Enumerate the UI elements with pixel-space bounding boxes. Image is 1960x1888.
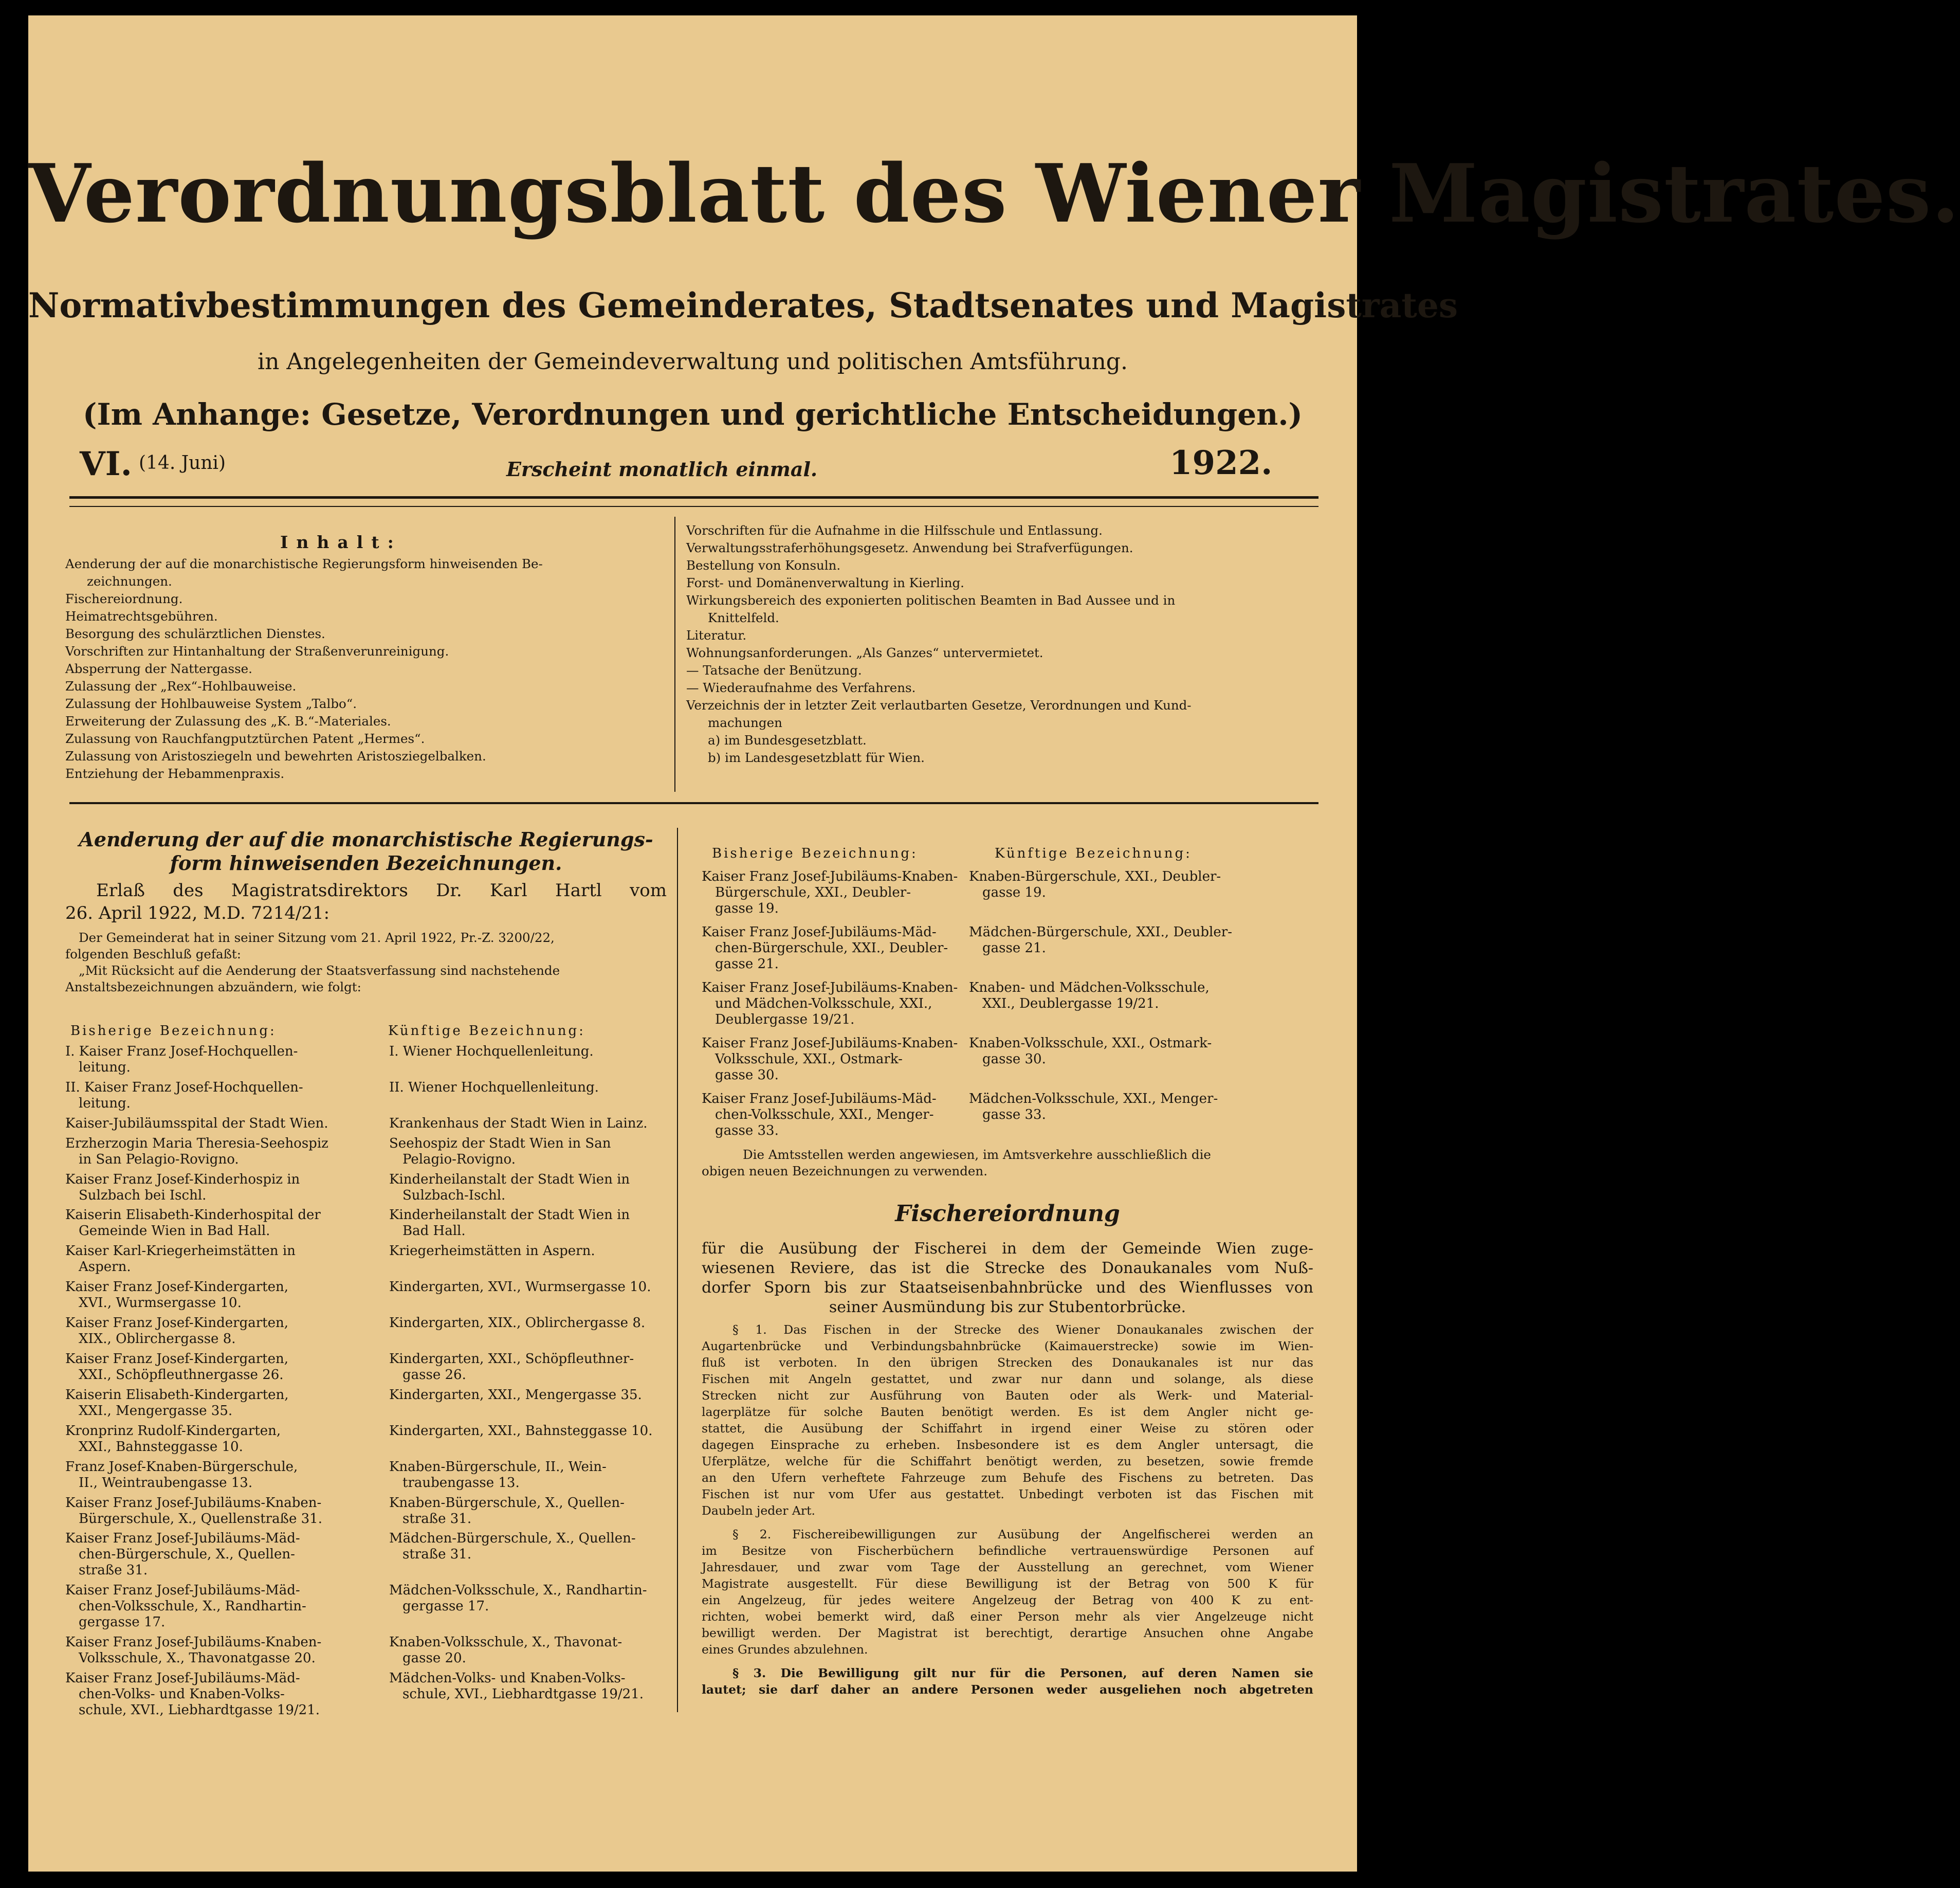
cell-line: Knaben- und Mädchen-Volksschule, <box>969 980 1210 995</box>
toc-entry: Verzeichnis der in letzter Zeit verlautbarten Gesetze, Verordnungen und Kund- <box>686 698 1192 713</box>
cell-line: traubengasse 13. <box>402 1475 520 1491</box>
article1-decree-line: 26. April 1922, M.D. 7214/21: <box>65 903 330 923</box>
toc-entry: machungen <box>708 715 782 730</box>
old-name-cell <box>65 1635 374 1666</box>
new-name-cell <box>389 1315 672 1331</box>
new-name-cell <box>389 1207 672 1239</box>
col-head-new: Künftige Bezeichnung: <box>388 1023 585 1039</box>
cell-line: Gemeinde Wien in Bad Hall. <box>79 1223 270 1239</box>
cell-line: Kaiser Franz Josef-Jubiläums-Mäd- <box>65 1671 300 1686</box>
new-name-cell <box>389 1583 672 1614</box>
cell-line: chen-Volks- und Knaben-Volks- <box>79 1686 285 1702</box>
article1-intro-line: Der Gemeinderat hat in seiner Sitzung vom 21. April 1922, Pr.-Z. 3200/22, <box>79 930 555 945</box>
new-name-cell <box>969 869 1257 901</box>
new-name-cell <box>969 1036 1257 1067</box>
article2-intro <box>702 1239 1313 1317</box>
cell-line: I. Wiener Hochquellenleitung. <box>389 1044 594 1059</box>
toc-divider <box>674 517 675 792</box>
cell-line: Kaiser-Jubiläumsspital der Stadt Wien. <box>65 1115 328 1131</box>
cell-line: XXI., Schöpfleuthnergasse 26. <box>79 1367 284 1383</box>
new-name-cell <box>389 1459 672 1491</box>
text-line: richten, wobei bemerkt wird, daß einer Person mehr als vier Angelzeuge nicht <box>702 1609 1313 1624</box>
cell-line: Knaben-Volksschule, X., Thavonat- <box>389 1635 622 1650</box>
text-line: lautet; sie darf daher an andere Personen weder ausgeliehen noch abgetreten <box>702 1682 1313 1697</box>
article1-intro-line: folgenden Beschluß gefaßt: <box>65 947 242 961</box>
cell-line: Kaiserin Elisabeth-Kindergarten, <box>65 1387 289 1403</box>
toc-entry: Vorschriften zur Hintanhaltung der Straßenverunreinigung. <box>65 644 449 659</box>
cell-line: Volksschule, X., Thavonatgasse 20. <box>79 1650 316 1666</box>
cell-line: Kaiser Franz Josef-Kinderhospiz in <box>65 1171 300 1187</box>
cell-line: leitung. <box>79 1060 131 1075</box>
old-name-cell <box>65 1172 374 1204</box>
new-name-cell <box>389 1080 672 1096</box>
text-line: Fischen mit Angeln gestattet, und zwar nur dann und solange, als diese <box>702 1372 1313 1386</box>
toc-entry: Entziehung der Hebammenpraxis. <box>65 766 285 781</box>
text-line: im Besitze von Fischerbüchern befindliche vertrauenswürdige Personen auf <box>702 1544 1313 1558</box>
old-name-cell <box>702 1091 959 1139</box>
cell-line: gasse 21. <box>715 956 779 972</box>
cell-line: Kaiser Franz Josef-Jubiläums-Knaben- <box>702 869 958 884</box>
text-line: Augartenbrücke und Verbindungsbahnbrücke (Kaimauerstrecke) sowie im Wien- <box>702 1339 1313 1353</box>
cell-line: Erzherzogin Maria Theresia-Seehospiz <box>65 1135 328 1151</box>
cell-line: Mädchen-Bürgerschule, X., Quellen- <box>389 1531 636 1547</box>
toc-entry: Zulassung von Aristosziegeln und bewehrten Aristosziegelbalken. <box>65 749 486 764</box>
old-name-cell <box>65 1671 374 1718</box>
cell-line: Kronprinz Rudolf-Kindergarten, <box>65 1423 281 1439</box>
text-line: an den Ufern verheftete Fahrzeuge zum Behufe des Fischens zu betreten. Das <box>702 1471 1313 1485</box>
toc-entry: Wohnungsanforderungen. „Als Ganzes“ untervermietet. <box>686 645 1043 660</box>
issue-year: 1922. <box>1169 444 1273 482</box>
newspaper-page <box>28 15 1960 1872</box>
toc-entry: — Tatsache der Benützung. <box>686 663 862 678</box>
cell-line: Kindergarten, XXI., Mengergasse 35. <box>389 1387 642 1403</box>
cell-line: und Mädchen-Volksschule, XXI., <box>715 996 932 1011</box>
text-line: eines Grundes abzulehnen. <box>702 1642 868 1657</box>
cell-line: Kaiser Franz Josef-Jubiläums-Mäd- <box>702 1091 937 1106</box>
cell-line: Knaben-Bürgerschule, II., Wein- <box>389 1459 607 1475</box>
issue-volume: VI. <box>80 445 132 483</box>
toc-entry: Knittelfeld. <box>708 610 779 625</box>
old-name-cell <box>702 1036 959 1083</box>
rename-table-right <box>702 869 1313 1147</box>
article1-closing <box>702 1147 1313 1179</box>
old-name-cell <box>65 1351 374 1383</box>
cell-line: Knaben-Bürgerschule, X., Quellen- <box>389 1495 625 1511</box>
cell-line: Kaiser Franz Josef-Jubiläums-Knaben- <box>702 1036 958 1051</box>
cell-line: XIX., Oblirchergasse 8. <box>79 1331 236 1347</box>
issue-date: (14. Juni) <box>139 452 226 474</box>
article2-paragraph-3 <box>702 1665 1313 1698</box>
cell-line: Kaiserin Elisabeth-Kinderhospital der <box>65 1207 321 1223</box>
new-name-cell <box>389 1671 672 1702</box>
cell-line: gergasse 17. <box>79 1614 166 1630</box>
article2-paragraph-1 <box>702 1321 1313 1519</box>
cell-line: Kindergarten, XXI., Schöpfleuthner- <box>389 1351 634 1367</box>
cell-line: Kaiser Franz Josef-Kindergarten, <box>65 1279 288 1295</box>
old-name-cell <box>65 1243 374 1275</box>
toc-left-column <box>65 555 667 783</box>
cell-line: Kaiser Franz Josef-Jubiläums-Knaben- <box>65 1635 322 1650</box>
old-name-cell <box>65 1044 374 1076</box>
toc-right-column <box>686 522 1324 767</box>
masthead-appendix: (Im Anhange: Gesetze, Verordnungen und gerichtliche Entscheidungen.) <box>83 397 1303 432</box>
cell-line: Kaiser Franz Josef-Kindergarten, <box>65 1351 288 1367</box>
new-name-cell <box>969 924 1257 956</box>
old-name-cell <box>65 1136 374 1168</box>
cell-line: Mädchen-Volksschule, XXI., Menger- <box>969 1091 1218 1106</box>
toc-entry: Absperrung der Nattergasse. <box>65 661 252 676</box>
cell-line: Kindergarten, XIX., Oblirchergasse 8. <box>389 1315 646 1331</box>
cell-line: Bürgerschule, X., Quellenstraße 31. <box>79 1511 322 1527</box>
new-name-cell <box>969 1091 1257 1123</box>
text-line: Fischen ist nur vom Ufer aus gestattet. Unbedingt verboten ist das Fischen mit <box>702 1487 1313 1501</box>
old-name-cell <box>702 869 959 917</box>
toc-entry: Zulassung der „Rex“-Hohlbauweise. <box>65 679 297 694</box>
new-name-cell <box>389 1172 672 1204</box>
cell-line: Kinderheilanstalt der Stadt Wien in <box>389 1207 630 1223</box>
old-name-cell <box>65 1315 374 1347</box>
cell-line: straße 31. <box>402 1547 472 1563</box>
old-name-cell <box>65 1423 374 1455</box>
toc-entry: Besorgung des schulärztlichen Dienstes. <box>65 626 325 641</box>
article1-title-line: form hinweisenden Bezeichnungen. <box>170 851 562 875</box>
cell-line: schule, XVI., Liebhardtgasse 19/21. <box>79 1702 320 1718</box>
toc-entry: Heimatrechtsgebühren. <box>65 609 218 624</box>
toc-entry: Literatur. <box>686 628 747 643</box>
cell-line: Mädchen-Volks- und Knaben-Volks- <box>389 1671 626 1686</box>
cell-line: Seehospiz der Stadt Wien in San <box>389 1135 611 1151</box>
article1-intro-line: „Mit Rücksicht auf die Aenderung der Staatsverfassung sind nachstehende <box>79 963 560 978</box>
article2-paragraph-2 <box>702 1526 1313 1658</box>
cell-line: straße 31. <box>79 1563 148 1578</box>
new-name-cell <box>389 1387 672 1403</box>
cell-line: gergasse 17. <box>402 1599 489 1614</box>
new-name-cell <box>969 980 1257 1012</box>
old-name-cell <box>65 1459 374 1491</box>
cell-line: chen-Volksschule, XXI., Menger- <box>715 1107 934 1122</box>
cell-line: gasse 19. <box>982 885 1046 900</box>
toc-entry: Fischereiordnung. <box>65 591 183 606</box>
cell-line: Pelagio-Rovigno. <box>402 1151 516 1167</box>
cell-line: Mädchen-Volksschule, X., Randhartin- <box>389 1583 647 1599</box>
cell-line: Bad Hall. <box>402 1223 466 1239</box>
cell-line: Kindergarten, XXI., Bahnsteggasse 10. <box>389 1423 653 1439</box>
text-line: ein Angelzeug, für jedes weitere Angelzeug der Betrag von 400 K zu ent- <box>702 1593 1313 1607</box>
new-name-cell <box>389 1531 672 1563</box>
cell-line: gasse 33. <box>715 1123 779 1138</box>
text-line: fluß ist verboten. In den übrigen Strecken des Donaukanales ist nur das <box>702 1355 1313 1370</box>
article2-title: Fischereiordnung <box>895 1201 1120 1227</box>
toc-entry: — Wiederaufnahme des Verfahrens. <box>686 680 916 695</box>
text-line: § 3. Die Bewilligung gilt nur für die Personen, auf deren Namen sie <box>732 1666 1313 1680</box>
cell-line: leitung. <box>79 1095 131 1111</box>
toc-entry: Zulassung der Hohlbauweise System „Talbo“. <box>65 696 357 711</box>
text-line: stattet, die Ausübung der Schiffahrt in irgend einer Weise zu stören oder <box>702 1421 1313 1436</box>
cell-line: Knaben-Volksschule, XXI., Ostmark- <box>969 1036 1212 1051</box>
cell-line: gasse 19. <box>715 901 779 916</box>
text-line: dagegen Einsprache zu erheben. Insbesondere ist es dem Angler untersagt, die <box>702 1438 1313 1452</box>
toc-entry: b) im Landesgesetzblatt für Wien. <box>708 750 925 765</box>
masthead-rule <box>69 496 1318 507</box>
cell-line: Kinderheilanstalt der Stadt Wien in <box>389 1171 630 1187</box>
text-line: lagerplätze für solche Bauten benötigt werden. Es ist dem Angler nicht ge- <box>702 1405 1313 1419</box>
cell-line: II. Kaiser Franz Josef-Hochquellen- <box>65 1079 303 1095</box>
new-name-cell <box>389 1495 672 1527</box>
cell-line: Knaben-Bürgerschule, XXI., Deubler- <box>969 869 1221 884</box>
text-line: Jahresdauer, und zwar vom Tage der Ausstellung an gerechnet, vom Wiener <box>702 1560 1313 1574</box>
cell-line: gasse 33. <box>982 1107 1046 1122</box>
article2-intro-line: wiesenen Reviere, das ist die Strecke des Donaukanales vom Nuß- <box>702 1259 1313 1277</box>
cell-line: XVI., Wurmsergasse 10. <box>79 1295 242 1311</box>
cell-line: Deublergasse 19/21. <box>715 1012 855 1027</box>
cell-line: schule, XVI., Liebhardtgasse 19/21. <box>402 1686 644 1702</box>
new-name-cell <box>389 1635 672 1666</box>
cell-line: Kaiser Karl-Kriegerheimstätten in <box>65 1243 296 1259</box>
toc-entry: Vorschriften für die Aufnahme in die Hilfsschule und Entlassung. <box>686 523 1103 538</box>
cell-line: II., Weintraubengasse 13. <box>79 1475 253 1491</box>
article2-intro-line: seiner Ausmündung bis zur Stubentorbrücke. <box>829 1298 1186 1316</box>
cell-line: gasse 30. <box>982 1051 1046 1067</box>
new-name-cell <box>389 1279 672 1295</box>
cell-line: gasse 26. <box>402 1367 466 1383</box>
cell-line: Bürgerschule, XXI., Deubler- <box>715 885 911 900</box>
text-line: Magistrate ausgestellt. Für diese Bewilligung ist der Betrag von 500 K für <box>702 1576 1313 1591</box>
old-name-cell <box>65 1207 374 1239</box>
old-name-cell <box>65 1583 374 1630</box>
cell-line: straße 31. <box>402 1511 472 1527</box>
new-name-cell <box>389 1243 672 1259</box>
cell-line: chen-Volksschule, X., Randhartin- <box>79 1599 306 1614</box>
toc-entry: Forst- und Domänenverwaltung in Kierling. <box>686 575 964 590</box>
cell-line: XXI., Bahnsteggasse 10. <box>79 1439 243 1455</box>
cell-line: Sulzbach bei Ischl. <box>79 1187 207 1203</box>
cell-line: Sulzbach-Ischl. <box>402 1187 506 1203</box>
text-line: § 2. Fischereibewilligungen zur Ausübung der Angelfischerei werden an <box>732 1527 1313 1541</box>
old-name-cell <box>65 1495 374 1527</box>
rename-table-left <box>65 1044 672 1722</box>
cell-line: gasse 20. <box>402 1650 466 1666</box>
cell-line: Aspern. <box>79 1259 131 1275</box>
cell-line: gasse 30. <box>715 1067 779 1083</box>
cell-line: XXI., Mengergasse 35. <box>79 1403 233 1419</box>
article1-intro <box>65 930 667 995</box>
old-name-cell <box>65 1531 374 1578</box>
article1-closing-line: obigen neuen Bezeichnungen zu verwenden. <box>702 1164 987 1178</box>
cell-line: in San Pelagio-Rovigno. <box>79 1151 239 1167</box>
old-name-cell <box>702 980 959 1028</box>
masthead-subtitle: Normativbestimmungen des Gemeinderates, Stadtsenates und Magistrates <box>28 285 1458 325</box>
cell-line: Kaiser Franz Josef-Jubiläums-Knaben- <box>702 980 958 995</box>
article1-title-line: Aenderung der auf die monarchistische Regierungs- <box>79 828 653 851</box>
toc-entry: a) im Bundesgesetzblatt. <box>708 733 867 748</box>
cell-line: Krankenhaus der Stadt Wien in Lainz. <box>389 1115 648 1131</box>
old-name-cell <box>65 1080 374 1112</box>
cell-line: Kaiser Franz Josef-Kindergarten, <box>65 1315 288 1331</box>
text-line: § 1. Das Fischen in der Strecke des Wiener Donaukanales zwischen der <box>732 1322 1313 1337</box>
cell-line: Kaiser Franz Josef-Jubiläums-Mäd- <box>65 1583 300 1599</box>
new-name-cell <box>389 1044 672 1060</box>
new-name-cell <box>389 1136 672 1168</box>
toc-entry: Bestellung von Konsuln. <box>686 558 841 573</box>
cell-line: chen-Bürgerschule, X., Quellen- <box>79 1547 295 1563</box>
cell-line: I. Kaiser Franz Josef-Hochquellen- <box>65 1044 298 1059</box>
cell-line: Volksschule, XXI., Ostmark- <box>715 1051 903 1067</box>
toc-entry: Wirkungsbereich des exponierten politischen Beamten in Bad Aussee und in <box>686 593 1176 608</box>
article1-title <box>65 828 667 875</box>
toc-entry: zeichnungen. <box>87 574 172 589</box>
new-name-cell <box>389 1423 672 1439</box>
cell-line: Kaiser Franz Josef-Jubiläums-Mäd- <box>65 1531 300 1547</box>
article1-closing-line: Die Amtsstellen werden angewiesen, im Amtsverkehre ausschließlich die <box>743 1147 1211 1162</box>
column-divider <box>677 828 678 1712</box>
toc-entry: Verwaltungsstraferhöhungsgesetz. Anwendung bei Strafverfügungen. <box>686 540 1133 555</box>
col-head-new: Künftige Bezeichnung: <box>995 846 1192 861</box>
cell-line: Mädchen-Bürgerschule, XXI., Deubler- <box>969 924 1232 940</box>
old-name-cell <box>65 1387 374 1419</box>
new-name-cell <box>389 1116 672 1132</box>
cell-line: Franz Josef-Knaben-Bürgerschule, <box>65 1459 298 1475</box>
masthead-subtitle-2: in Angelegenheiten der Gemeindeverwaltung und politischen Amtsführung. <box>258 349 1128 375</box>
old-name-cell <box>65 1279 374 1311</box>
article1-intro-line: Anstaltsbezeichnungen abzuändern, wie folgt: <box>65 979 361 994</box>
text-line: bewilligt werden. Der Magistrat ist berechtigt, derartige Ansuchen ohne Angabe <box>702 1626 1313 1640</box>
article2-intro-line: für die Ausübung der Fischerei in dem der Gemeinde Wien zuge- <box>702 1240 1313 1258</box>
article2-intro-line: dorfer Sporn bis zur Staatseisenbahnbrücke und des Wienflusses von <box>702 1279 1313 1297</box>
toc-entry: Zulassung von Rauchfangputztürchen Patent „Hermes“. <box>65 731 425 746</box>
text-line: Uferplätze, welche für die Schiffahrt benötigt werden, zu besetzen, sowie fremde <box>702 1454 1313 1468</box>
cell-line: Kindergarten, XVI., Wurmsergasse 10. <box>389 1279 651 1295</box>
toc-bottom-rule <box>69 802 1318 804</box>
old-name-cell <box>65 1116 374 1132</box>
cell-line: Kaiser Franz Josef-Jubiläums-Knaben- <box>65 1495 322 1511</box>
toc-heading: Inhalt: <box>280 532 402 552</box>
col-head-old: Bisherige Bezeichnung: <box>712 846 918 861</box>
new-name-cell <box>389 1351 672 1383</box>
toc-entry: Erweiterung der Zulassung des „K. B.“-Materiales. <box>65 714 391 729</box>
masthead-title: Verordnungsblatt des Wiener Magistrates. <box>28 147 1960 241</box>
cell-line: II. Wiener Hochquellenleitung. <box>389 1079 599 1095</box>
text-line: Strecken nicht zur Ausführung von Bauten oder als Werk- und Material- <box>702 1388 1313 1403</box>
toc-entry: Aenderung der auf die monarchistische Regierungsform hinweisenden Be- <box>65 556 543 571</box>
cell-line: chen-Bürgerschule, XXI., Deubler- <box>715 940 948 956</box>
text-line: Daubeln jeder Art. <box>702 1503 816 1518</box>
col-head-old: Bisherige Bezeichnung: <box>70 1023 277 1039</box>
cell-line: gasse 21. <box>982 940 1046 956</box>
cell-line: Kriegerheimstätten in Aspern. <box>389 1243 595 1259</box>
cell-line: Kaiser Franz Josef-Jubiläums-Mäd- <box>702 924 937 940</box>
article1-decree <box>65 879 667 924</box>
article1-decree-line: Erlaß des Magistratsdirektors Dr. Karl Hartl vom <box>96 880 667 901</box>
old-name-cell <box>702 924 959 972</box>
cell-line: XXI., Deublergasse 19/21. <box>982 996 1159 1011</box>
issue-frequency: Erscheint monatlich einmal. <box>506 458 818 481</box>
